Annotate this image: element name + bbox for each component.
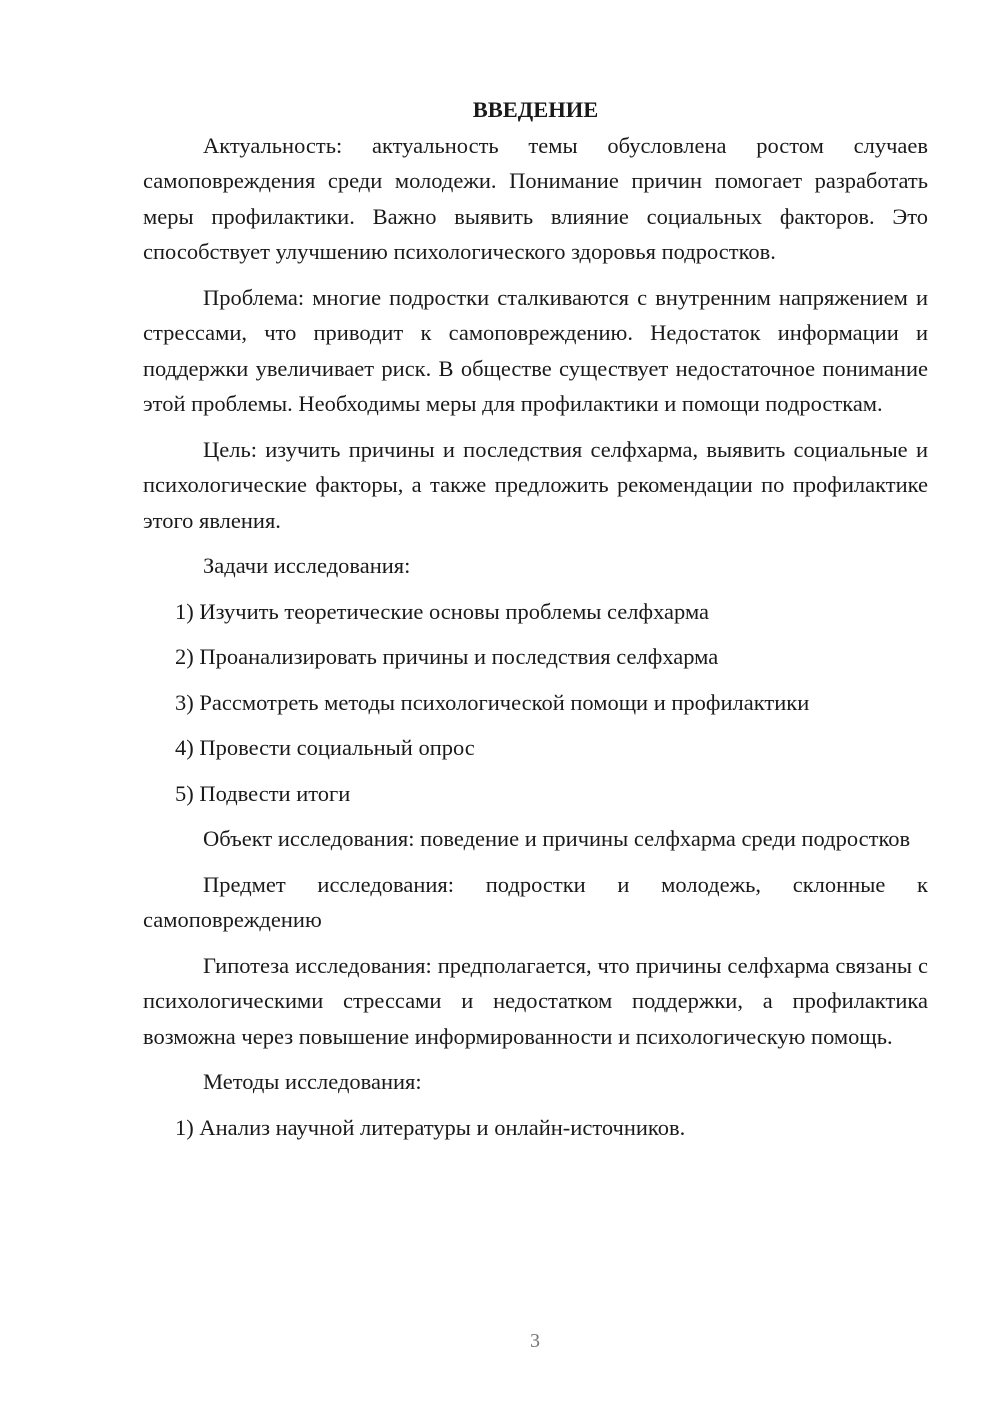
tasks-list [143,594,928,812]
list-item: 5) Подвести итоги [175,780,351,806]
problem-paragraph: Проблема: многие подростки сталкиваются с внутренним напряжением и стрессами, что приводит к самоповреждению. Недостаток информации и поддержки увеличивает риск. В обществе существует недостаточное понимание этой проблемы. Необходимы меры для профилактики и помощи подросткам. [143,284,928,416]
tasks-heading: Задачи исследования: [203,553,411,578]
list-item: 1) Анализ научной литературы и онлайн-источников. [175,1114,686,1140]
goal-paragraph: Цель: изучить причины и последствия селфхарма, выявить социальные и психологические факторы, а также предложить рекомендации по профилактике этого явления. [143,436,928,533]
methods-list [143,1110,928,1146]
page-title: ВВЕДЕНИЕ [472,97,599,122]
subject-paragraph: Предмет исследования: подростки и молодежь, склонные к самоповреждению [143,871,928,932]
object-paragraph: Объект исследования: поведение и причины селфхарма среди подростков [203,826,911,851]
list-item: 4) Провести социальный опрос [175,735,475,760]
relevance-paragraph: Актуальность: актуальность темы обусловлена ростом случаев самоповреждения среди молодежи. Понимание причин помогает разработать меры профилактики. Важно выявить влияние социальных факторов. Это способствует улучшению психологического здоровья подростков. [143,132,928,264]
hypothesis-paragraph: Гипотеза исследования: предполагается, что причины селфхарма связаны с психологическими стрессами и недостатком поддержки, а профилактика возможна через повышение информированности и психологическую помощь. [143,952,928,1049]
list-item: 3) Рассмотреть методы психологической помощи и профилактики [175,689,810,715]
methods-heading: Методы исследования: [203,1069,422,1094]
list-item: 2) Проанализировать причины и последствия селфхарма [175,644,719,669]
page-content [143,92,928,1155]
page-number: 3 [530,1330,540,1352]
list-item: 1) Изучить теоретические основы проблемы селфхарма [175,598,710,624]
